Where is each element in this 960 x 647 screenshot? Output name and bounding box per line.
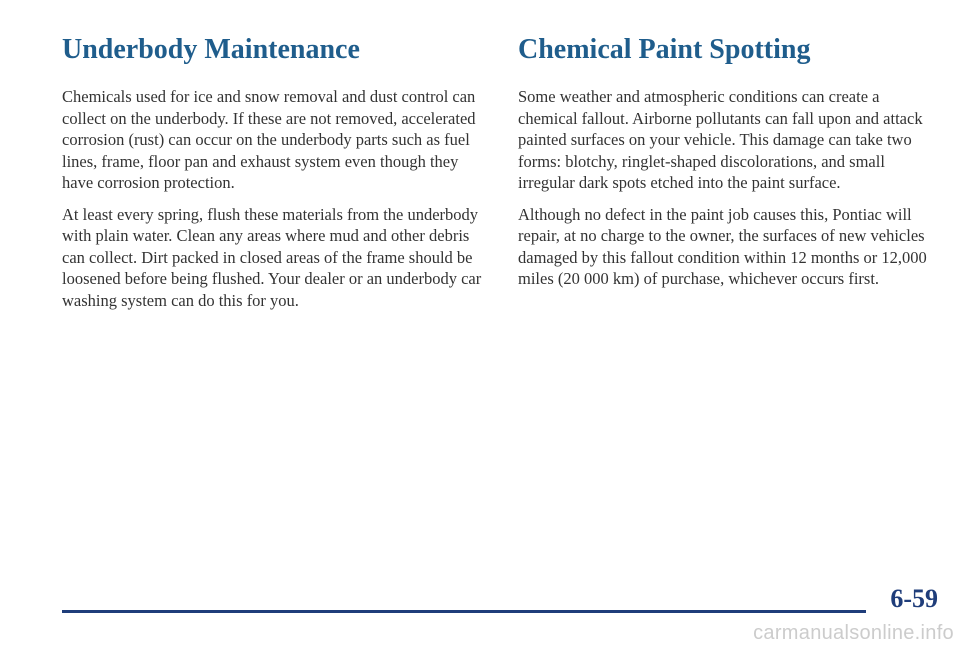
paragraph: Chemicals used for ice and snow removal and dust control can collect on the underbody. If these are not removed, accelerated corrosion (rust) can occur on the underbody parts such as fuel lines, frame, floor pan and exhaust system even though they have corrosion protection. bbox=[62, 87, 476, 192]
watermark: carmanualsonline.info bbox=[753, 622, 954, 644]
paragraph: Although no defect in the paint job causes this, Pontiac will repair, at no charge to the owner, the surfaces of new vehicles damaged by this fallout condition within 12 months or 12,000 miles (20 000 km) of purchase, whichever occurs first. bbox=[518, 204, 927, 288]
left-column bbox=[62, 32, 492, 321]
paragraph: Some weather and atmospheric conditions can create a chemical fallout. Airborne pollutants can fall upon and attack painted surfaces on your vehicle. This damage can take two forms: blotchy, ringlet-shaped discolorations, and small irregular dark spots etched into the paint surface. bbox=[518, 87, 923, 192]
right-column bbox=[518, 32, 938, 300]
section-heading-chemical-paint-spotting: Chemical Paint Spotting bbox=[518, 34, 811, 65]
section-heading-underbody-maintenance: Underbody Maintenance bbox=[62, 34, 360, 65]
paragraph: At least every spring, flush these materials from the underbody with plain water. Clean any areas where mud and other debris can collect. Dirt packed in closed areas of the frame should be loosened before being flushed. Your dealer or an underbody car washing system can do this for you. bbox=[62, 204, 482, 310]
page-number: 6-59 bbox=[890, 584, 938, 613]
footer-rule bbox=[62, 610, 866, 613]
